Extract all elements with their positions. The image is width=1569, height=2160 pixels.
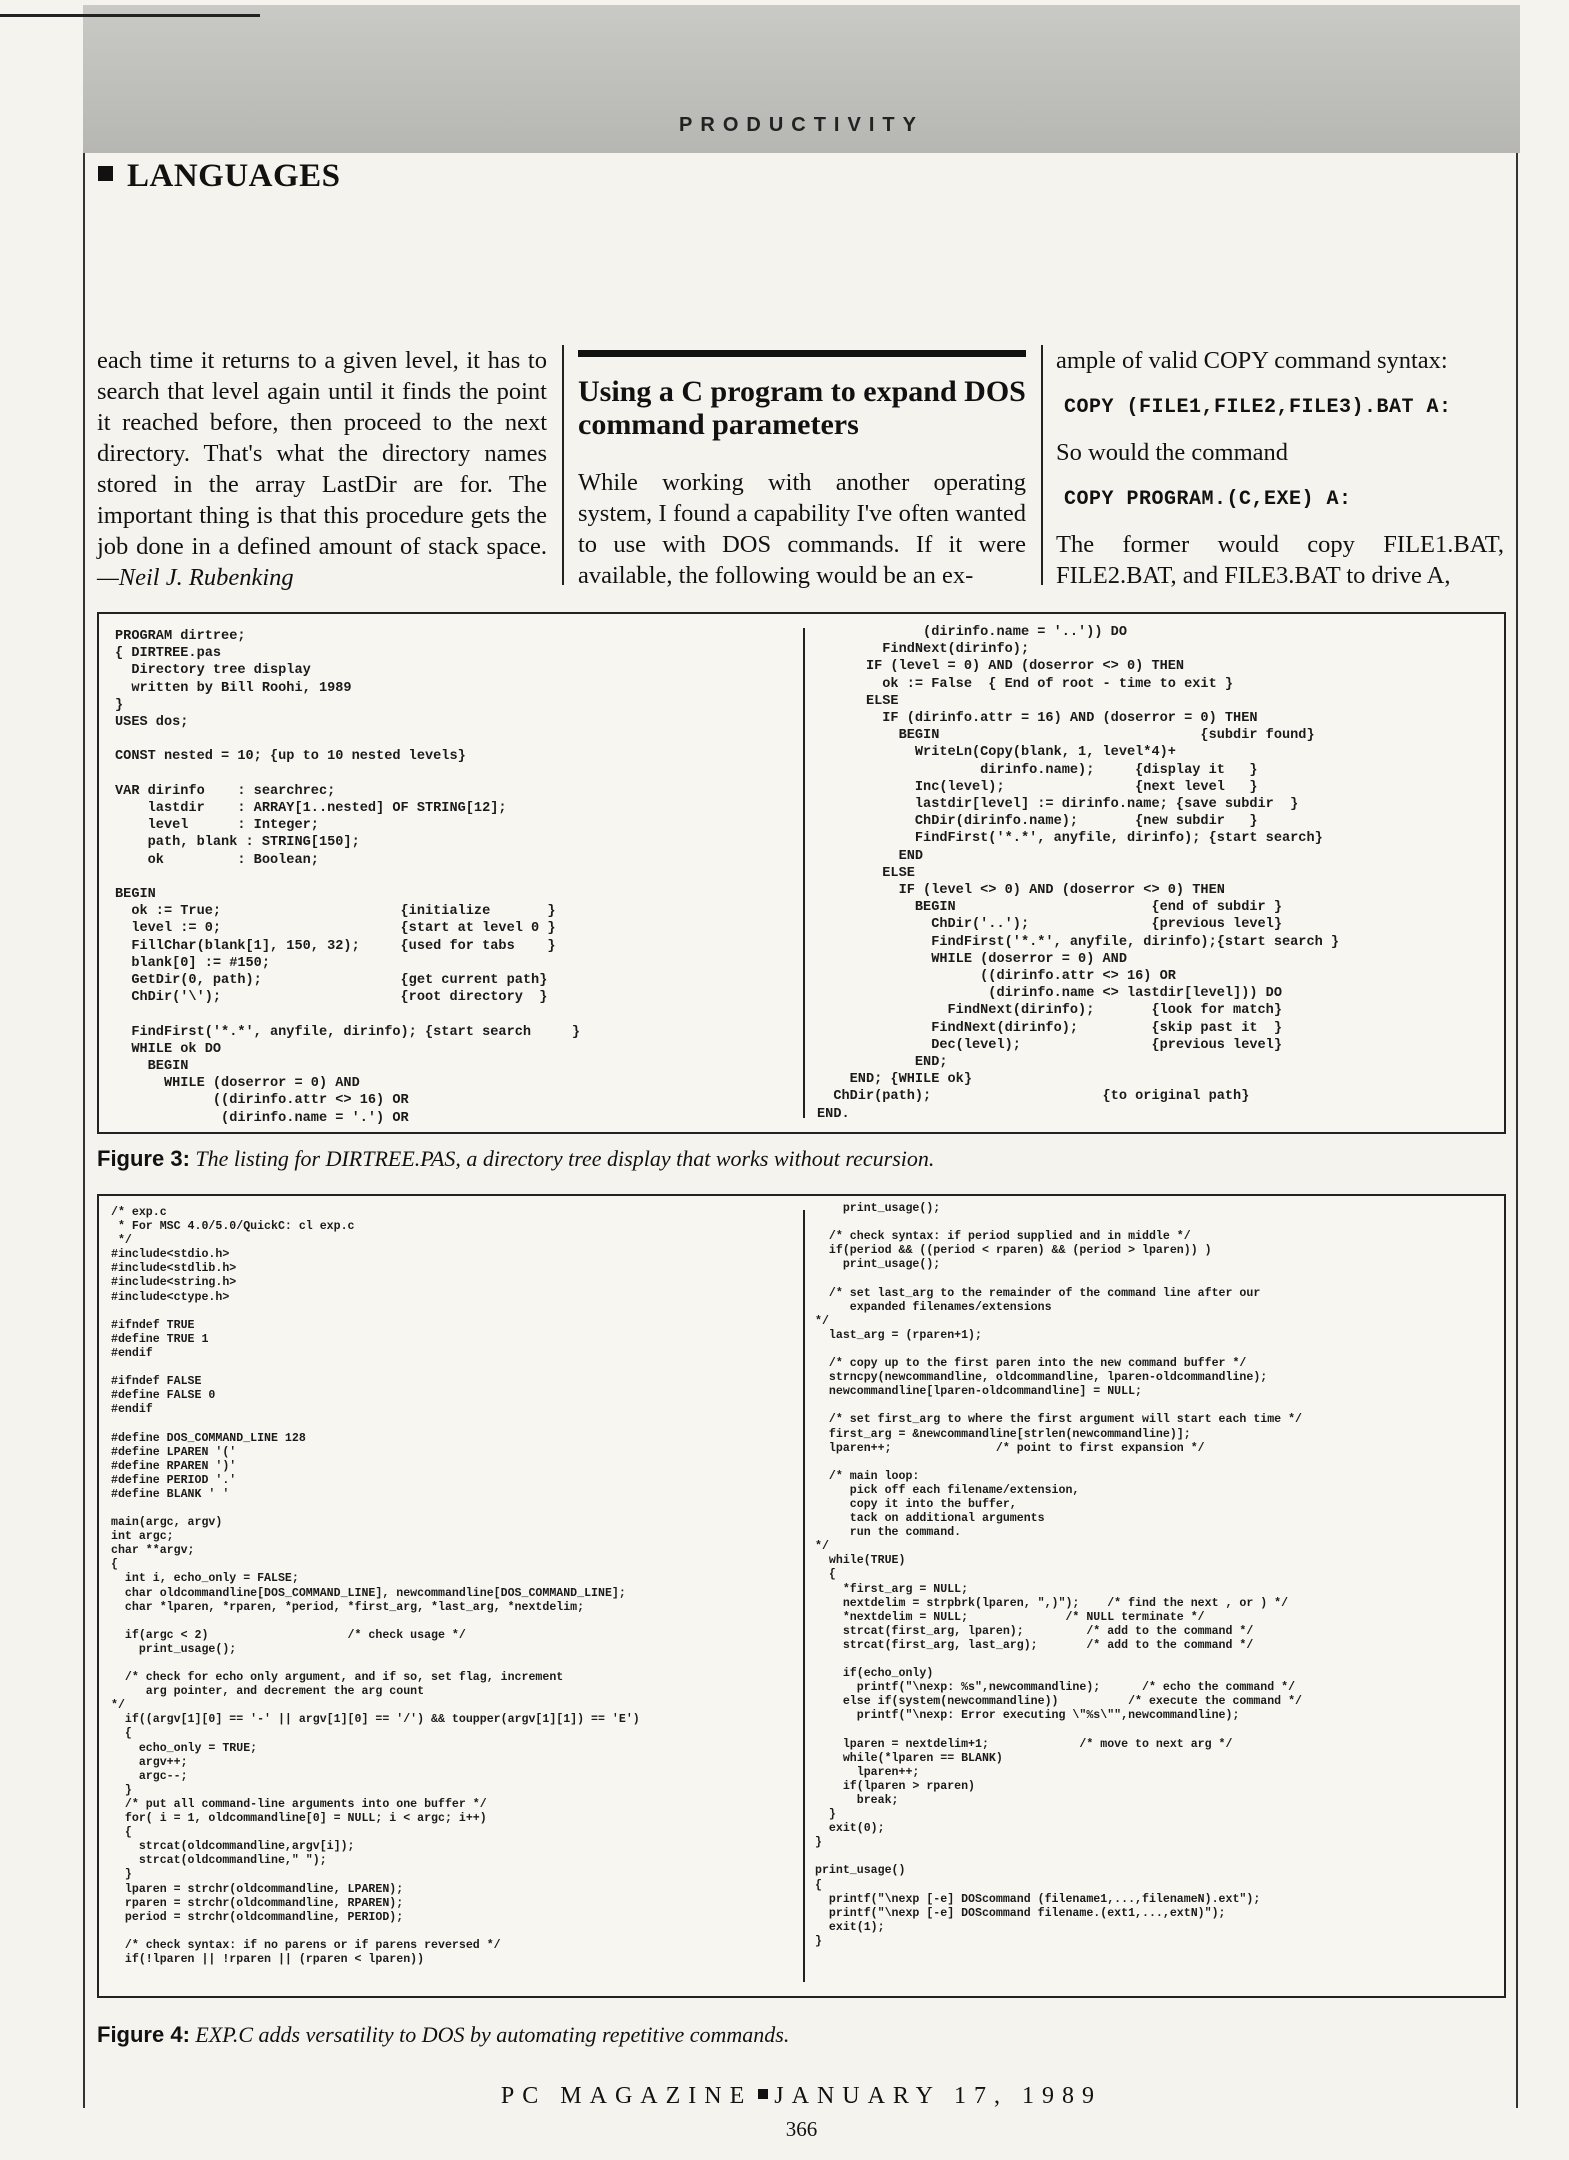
column3-tail: The former would copy FILE1.BAT, FILE2.BAT, and FILE3.BAT to drive A, (1056, 531, 1504, 589)
column-divider-2 (1041, 345, 1043, 585)
figure-3-divider (803, 628, 805, 1118)
page-frame-left-rule (83, 153, 85, 2108)
copy-command-example-1: COPY (FILE1,FILE2,FILE3).BAT A: (1064, 396, 1452, 419)
department-heading (98, 158, 341, 195)
article-title: Using a C program to expand DOS command parameters (578, 375, 1026, 441)
column1-paragraph: each time it returns to a given level, it has to search that level again until it finds the point it reached before, then proceed to the next directory. That's what the directory names stored in the array LastDir are for. The important thing is that this procedure gets the job done in a defined amount of stack space.—Neil J. Rubenking (97, 347, 547, 591)
figure-3-caption-text: The listing for DIRTREE.PAS, a directory tree display that works without recursion. (195, 1146, 935, 1171)
issue-date: JANUARY 17, 1989 (774, 2083, 1103, 2109)
article-column-3 (1056, 345, 1504, 591)
square-separator-icon (758, 2089, 768, 2099)
figure-3-listing (97, 612, 1506, 1134)
page-frame-right-rule (1516, 153, 1518, 2108)
exp-c-listing-right: print_usage(); /* check syntax: if period supplied and in middle */ if(period && ((period < rparen) && (period > lparen)) ) print_usage(); /* set last_arg to the remainder of the command line after our expanded filenames/extensions */ last_arg = (rparen+1); /* copy up to the first paren into the new command buffer */ strncpy(newcommandline, oldcommandline, lparen-oldcommandline); newcommandline[lparen-oldcommandline] = NULL; /* set first_arg to where the first argument will start each time */ first_arg = &newcommandline[strlen(newcommandline)]; lparen++; /* point to first expansion */ /* main loop: pick off each filename/extension, copy it into the buffer, tack on additional arguments run the command. */ while(TRUE) { *first_arg = NULL; nextdelim = strpbrk(lparen, ",)"); /* find the next , or ) */ *nextdelim = NULL; /* NULL terminate */ strcat(first_arg, lparen); /* add to the command */ strcat(first_arg, last_arg); /* add to the command */ if(echo_only) printf("\nexp: %s",newcommandline); /* echo the command */ else if(system(newcommandline)) /* execute the command */ printf("\nexp: Error executing \"%s\"",newcommandline); lparen = nextdelim+1; /* move to next arg */ while(*lparen == BLANK) lparen++; if(lparen > rparen) break; } exit(0); } print_usage() { printf("\nexp [-e] DOScommand (filename1,...,filenameN).ext"); printf("\nexp [-e] DOScommand filename.(ext1,...,extN)"); exit(1); } (815, 1202, 1303, 1948)
article-column-2 (578, 350, 1026, 591)
figure-4-divider (803, 1210, 805, 1982)
page-footer (83, 2083, 1520, 2110)
byline: —Neil J. Rubenking (97, 564, 294, 591)
figure-4-caption (97, 2022, 789, 2048)
dirtree-listing-left: PROGRAM dirtree; { DIRTREE.pas Directory tree display written by Bill Roohi, 1989 } USES dos; CONST nested = 10; {up to 10 nested levels} VAR dirinfo : searchrec; lastdir : ARRAY[1..nested] OF STRING[12]; level : Integer; path, blank : STRING[150]; ok : Boolean; BEGIN ok := True; {initialize } level := 0; {start at level 0 } FillChar(blank[1], 150, 32); {used for tabs } blank[0] := #150; GetDir(0, path); {get current path} ChDir('\'); {root directory } FindFirst('*.*', anyfile, dirinfo); {start search } WHILE ok DO BEGIN WHILE (doserror = 0) AND ((dirinfo.attr <> 16) OR (dirinfo.name = '.') OR (115, 629, 580, 1126)
figure-4-caption-text: EXP.C adds versatility to DOS by automating repetitive commands. (195, 2022, 790, 2047)
figure-4-listing (97, 1194, 1506, 1998)
column-divider-1 (562, 345, 564, 585)
figure-3-caption (97, 1146, 934, 1172)
top-rule (0, 14, 260, 17)
dirtree-listing-right: (dirinfo.name = '..')) DO FindNext(dirinfo); IF (level = 0) AND (doserror <> 0) THEN ok := False { End of root - time to exit } ELSE IF (dirinfo.attr = 16) AND (doserror = 0) THEN BEGIN {subdir found} WriteLn(Copy(blank, 1, level*4)+ dirinfo.name); {display it } Inc(level); {next level } lastdir[level] := dirinfo.name; {save subdir } ChDir(dirinfo.name); {new subdir } FindFirst('*.*', anyfile, dirinfo); {start search} END ELSE IF (level <> 0) AND (doserror <> 0) THEN BEGIN {end of subdir } ChDir('..'); {previous level} FindFirst('*.*', anyfile, dirinfo);{start search } WHILE (doserror = 0) AND ((dirinfo.attr <> 16) OR (dirinfo.name <> lastdir[level])) DO FindNext(dirinfo); {look for match} FindNext(dirinfo); {skip past it } Dec(level); {previous level} END; END; {WHILE ok} ChDir(path); {to original path} END. (817, 625, 1340, 1122)
column3-intro: ample of valid COPY command syntax: (1056, 347, 1448, 374)
square-bullet-icon (98, 166, 113, 181)
department-label: LANGUAGES (127, 158, 341, 194)
copy-command-example-2: COPY PROGRAM.(C,EXE) A: (1064, 488, 1352, 511)
figure-3-label: Figure 3: (97, 1146, 190, 1171)
column3-mid: So would the command (1056, 439, 1289, 466)
section-label: PRODUCTIVITY (679, 114, 924, 136)
page-number: 366 (785, 2117, 818, 2141)
magazine-name: PC MAGAZINE (500, 2083, 753, 2109)
exp-c-listing-left: /* exp.c * For MSC 4.0/5.0/QuickC: cl exp.c */ #include<stdio.h> #include<stdlib.h> #include<string.h> #include<ctype.h> #ifndef TRUE #define TRUE 1 #endif #ifndef FALSE #define FALSE 0 #endif #define DOS_COMMAND_LINE 128 #define LPAREN '(' #define RPAREN ')' #define PERIOD '.' #define BLANK ' ' main(argc, argv) int argc; char **argv; { int i, echo_only = FALSE; char oldcommandline[DOS_COMMAND_LINE], newcommandline[DOS_COMMAND_LINE]; char *lparen, *rparen, *period, *first_arg, *last_arg, *nextdelim; if(argc < 2) /* check usage */ print_usage(); /* check for echo only argument, and if so, set flag, increment arg pointer, and decrement the arg count */ if((argv[1][0] == '-' || argv[1][0] == '/') && toupper(argv[1][1]) == 'E') { echo_only = TRUE; argv++; argc--; } /* put all command-line arguments into one buffer */ for( i = 1, oldcommandline[0] = NULL; i < argc; i++) { strcat(oldcommandline,argv[i]); strcat(oldcommandline," "); } lparen = strchr(oldcommandline, LPAREN); rparen = strchr(oldcommandline, RPAREN); period = strchr(oldcommandline, PERIOD); /* check syntax: if no parens or if parens reversed */ if(!lparen || !rparen || (rparen < lparen)) (111, 1206, 640, 1966)
figure-4-label: Figure 4: (97, 2022, 190, 2047)
article-column-1 (97, 345, 547, 593)
column2-paragraph: While working with another operating system, I found a capability I've often wanted to use with DOS commands. If it were available, the following would be an ex- (578, 469, 1026, 589)
